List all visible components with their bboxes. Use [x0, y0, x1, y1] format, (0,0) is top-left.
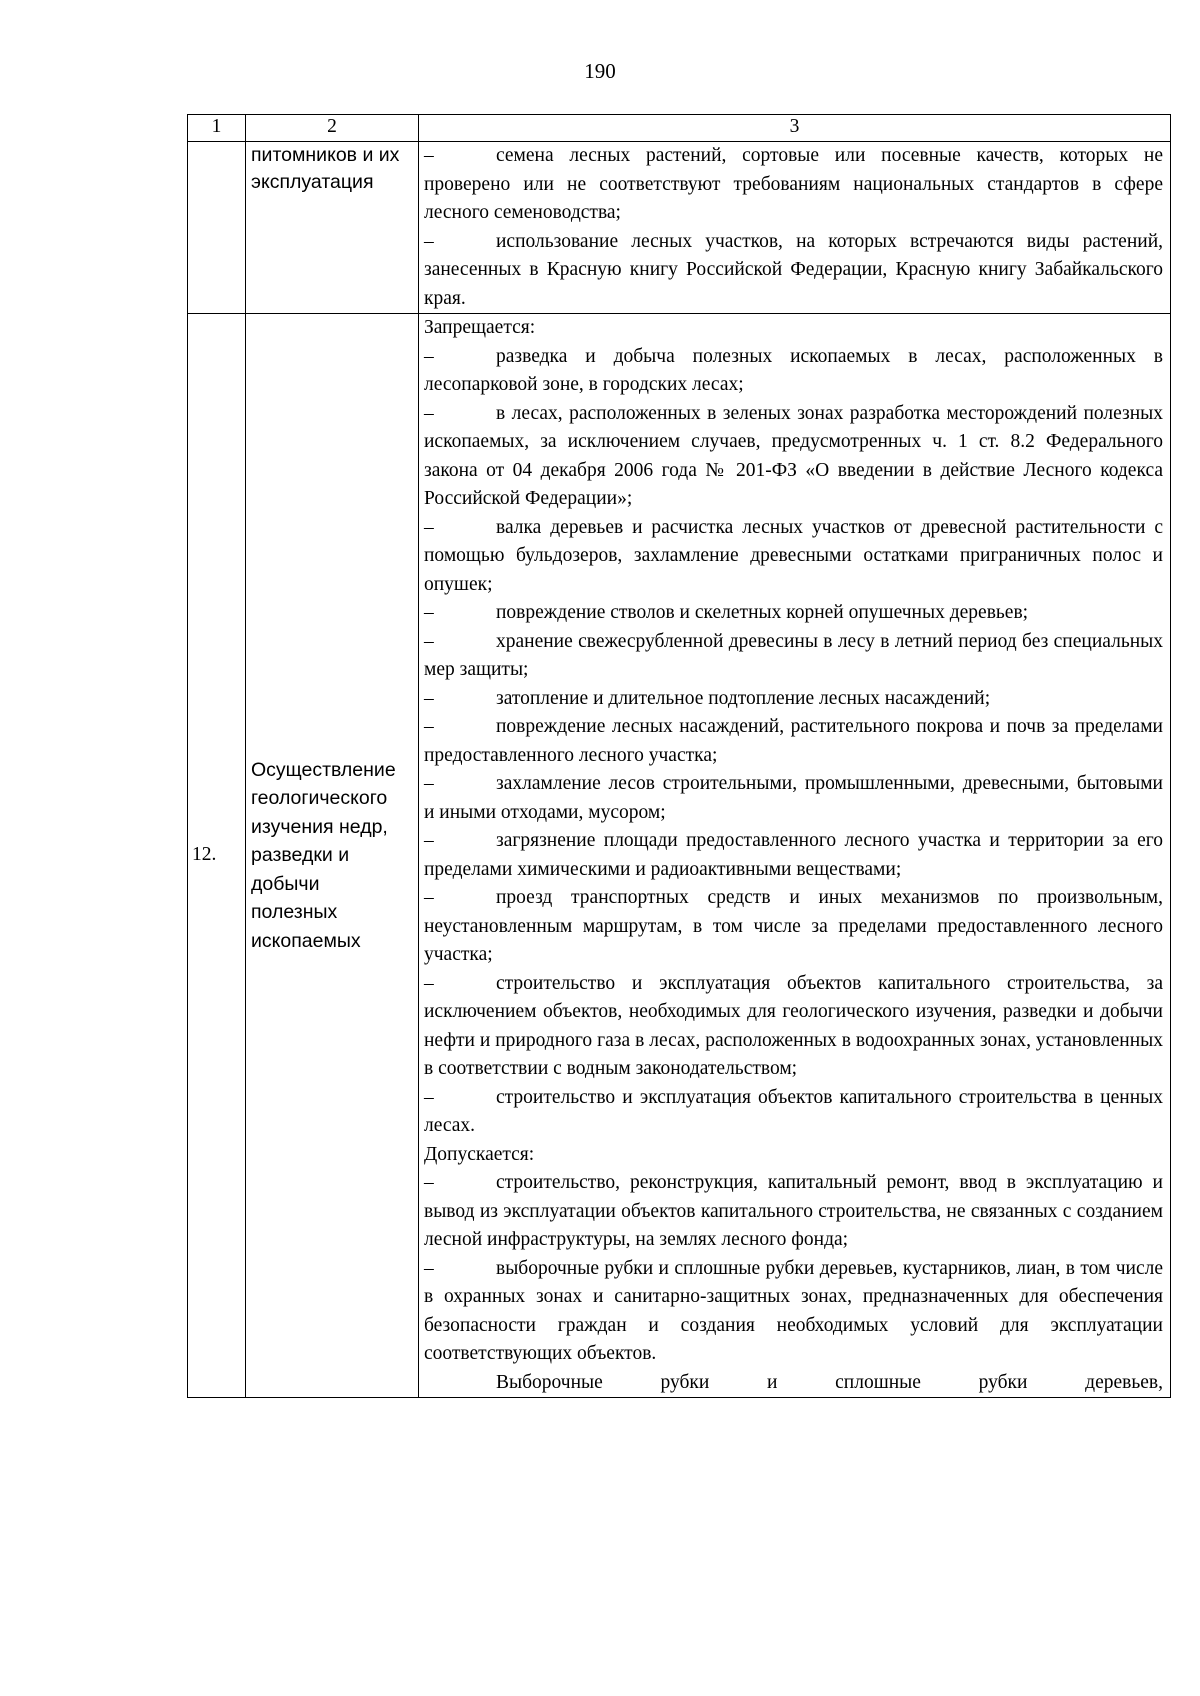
header-col-3: 3 — [419, 115, 1171, 142]
dash-marker: – — [424, 402, 434, 424]
dash-marker: – — [424, 1172, 434, 1193]
list-item: – хранение свежесрубленной древесины в лесу в летний период без специальных мер защиты; — [424, 628, 1163, 685]
list-item: – захламление лесов строительными, промышленными, древесными, бытовыми и иными отходами, мусором; — [424, 770, 1163, 827]
list-item: – валка деревьев и расчистка лесных участков от древесной растительности с помощью бульдозеров, захламление древесными остатками приграничных полос и опушек; — [424, 514, 1163, 600]
restrictions-cell — [419, 314, 1171, 1398]
list-item: – проезд транспортных средств и иных механизмов по произвольным, неустановленным маршрутам, в том числе за пределами предоставленного лесного участка; — [424, 884, 1163, 970]
header-col-1: 1 — [188, 115, 246, 142]
row-number: 12. — [188, 314, 246, 1398]
activity-name: питомников и их эксплуатация — [246, 142, 419, 314]
list-item: – повреждение стволов и скелетных корней опушечных деревьев; — [424, 599, 1163, 628]
list-item: – использование лесных участков, на которых встречаются виды растений, занесенных в Красную книгу Российской Федерации, Красную книгу Забайкальского края. — [424, 228, 1163, 314]
header-col-2: 2 — [246, 115, 419, 142]
list-item: – строительство и эксплуатация объектов капитального строительства в ценных лесах. — [424, 1084, 1163, 1141]
dash-marker: – — [424, 972, 434, 994]
list-item: – строительство, реконструкция, капитальный ремонт, ввод в эксплуатацию и вывод из эксплуатации объектов капитального строительства, не связанных с созданием лесной инфраструктуры, на землях лесного фонда; — [424, 1169, 1163, 1255]
dash-marker: – — [424, 602, 434, 623]
row-number — [188, 142, 246, 314]
prohibited-list — [424, 343, 1163, 1141]
dash-marker: – — [424, 687, 434, 709]
dash-marker: – — [424, 887, 434, 908]
regulations-table — [187, 114, 1171, 1398]
list-item: – загрязнение площади предоставленного лесного участка и территории за его пределами химическими и радиоактивными веществами; — [424, 827, 1163, 884]
activity-name: Осуществление геологического изучения недр, разведки и добычи полезных ископаемых — [246, 314, 419, 1398]
dash-marker: – — [424, 230, 434, 252]
page-number: 190 — [584, 59, 616, 83]
table-row-continuation — [188, 142, 1171, 314]
dash-marker: – — [424, 145, 434, 166]
allowed-list — [424, 1169, 1163, 1369]
list-item: – повреждение лесных насаждений, растительного покрова и почв за пределами предоставленного лесного участка; — [424, 713, 1163, 770]
list-item: – затопление и длительное подтопление лесных насаждений; — [424, 685, 1163, 714]
table-header-row — [188, 115, 1171, 142]
dash-marker: – — [424, 716, 434, 737]
restrictions-cell — [419, 142, 1171, 314]
allowed-heading: Допускается: — [424, 1143, 535, 1165]
dash-marker: – — [424, 1086, 434, 1108]
list-item: – разведка и добыча полезных ископаемых в лесах, расположенных в лесопарковой зоне, в городских лесах; — [424, 343, 1163, 400]
list-item: – строительство и эксплуатация объектов капитального строительства, за исключением объектов, необходимых для геологического изучения, разведки и добычи нефти и природного газа в лесах, расположенных в водоохранных зонах, установленных в соответствии с водным законодательством; — [424, 970, 1163, 1084]
dash-marker: – — [424, 773, 434, 794]
list-item: – семена лесных растений, сортовые или посевные качеств, которых не проверено или не соответствуют требованиям национальных стандартов в сфере лесного семеноводства; — [424, 142, 1163, 228]
dash-marker: – — [424, 630, 434, 652]
dash-marker: – — [424, 1257, 434, 1279]
trailing-paragraph: Выборочные рубки и сплошные рубки деревьев, — [496, 1371, 1163, 1393]
table-row-12 — [188, 314, 1171, 1398]
dash-marker: – — [424, 516, 434, 538]
dash-marker: – — [424, 830, 434, 851]
prohibited-heading: Запрещается: — [424, 317, 536, 338]
dash-marker: – — [424, 345, 434, 367]
list-item: – в лесах, расположенных в зеленых зонах разработка месторождений полезных ископаемых, за исключением случаев, предусмотренных ч. 1 ст. 8.2 Федерального закона от 04 декабря 2006 года № 201-ФЗ «О введении в действие Лесного кодекса Российской Федерации»; — [424, 400, 1163, 514]
list-item: – выборочные рубки и сплошные рубки деревьев, кустарников, лиан, в том числе в охранных зонах и санитарно-защитных зонах, предназначенных для обеспечения безопасности граждан и создания необходимых условий для эксплуатации соответствующих объектов. — [424, 1255, 1163, 1369]
